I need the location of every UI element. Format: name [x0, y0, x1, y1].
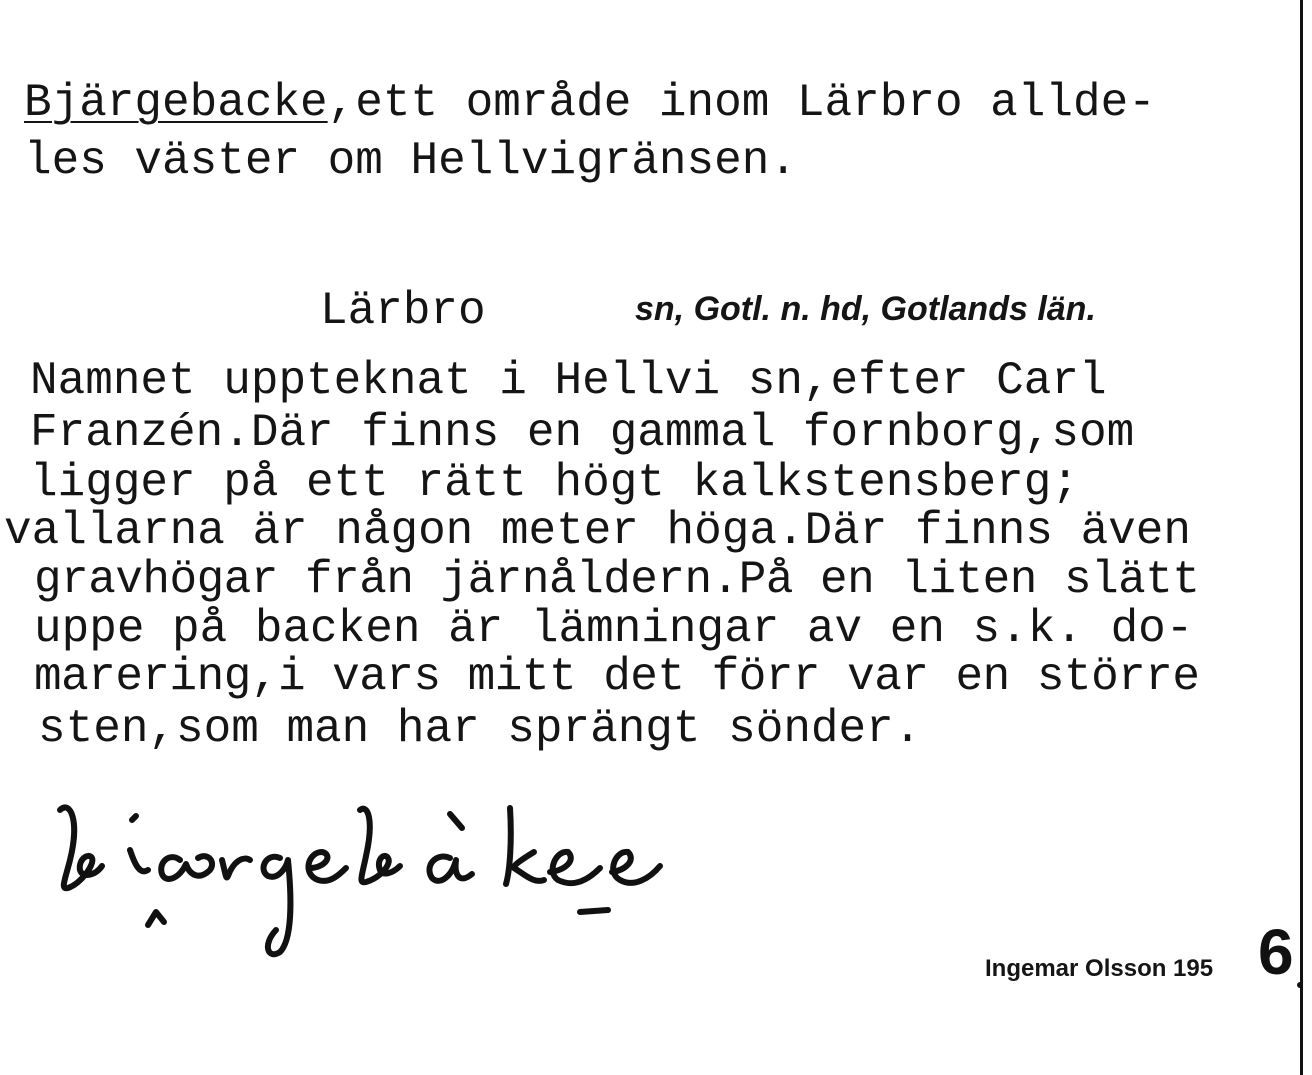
signature-name-year: Ingemar Olsson 195 [985, 955, 1214, 982]
body-line-7: marering,i vars mitt det förr var en större [34, 651, 1200, 703]
body-line-6: uppe på backen är lämningar av en s.k. do- [34, 603, 1194, 655]
body-line-4: vallarna är någon meter höga.Där finns även [4, 505, 1191, 557]
parish-name: Lärbro [320, 285, 486, 337]
body-line-3: ligger på ett rätt högt kalkstensberg; [30, 457, 1079, 509]
entry-line-1 [24, 77, 1156, 129]
body-line-5: gravhögar från järnåldern.På en liten slätt [34, 554, 1200, 606]
body-line-1: Namnet uppteknat i Hellvi sn,efter Carl [30, 355, 1107, 407]
district-label: sn, Gotl. n. hd, Gotlands län. [635, 290, 1096, 328]
card-edge-line [1300, 0, 1303, 1075]
signature-period-mark [1297, 982, 1303, 988]
body-line-8: sten,som man har sprängt sönder. [38, 703, 922, 755]
entry-line-2: les väster om Hellvigränsen. [24, 135, 797, 187]
headword: Bjärgebacke [24, 77, 328, 129]
body-line-2: Franzén.Där finns en gammal fornborg,som [30, 407, 1135, 459]
signature-year-digit: 6 [1258, 916, 1294, 988]
signature [985, 957, 1213, 981]
handwritten-pronunciation [40, 780, 700, 970]
entry-line-1-rest: ,ett område inom Lärbro allde- [327, 77, 1156, 129]
